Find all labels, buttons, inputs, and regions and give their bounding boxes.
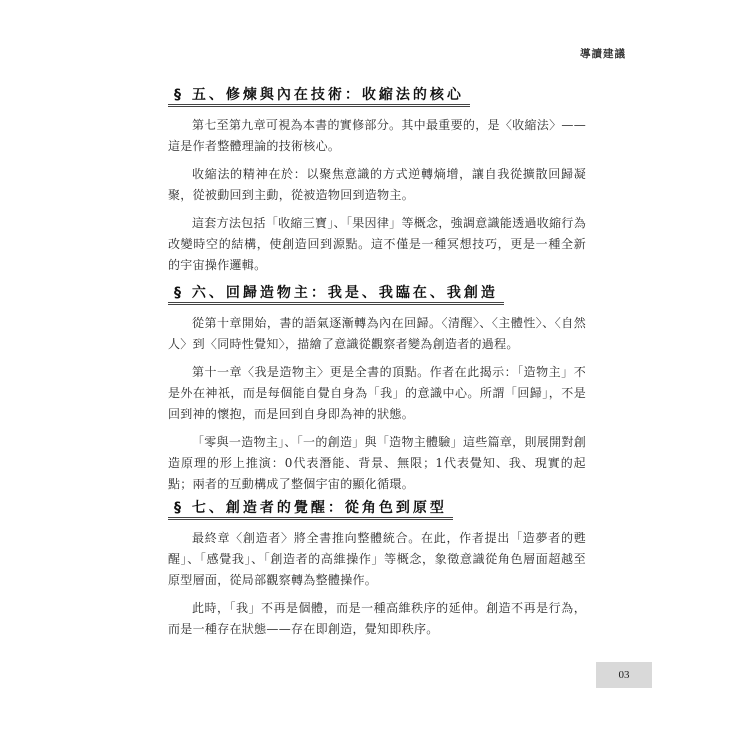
- section-heading: § 六、回歸造物主：我是、我臨在、我創造: [168, 282, 504, 305]
- paragraph: 此時，「我」不再是個體，而是一種高維秩序的延伸。創造不再是行為，而是一種存在狀態——存在即創造，覺知即秩序。: [168, 601, 586, 636]
- section-heading: § 五、修煉與內在技術：收縮法的核心: [168, 84, 470, 107]
- running-head: 導讀建議: [580, 48, 626, 60]
- paragraph: 收縮法的精神在於：以聚焦意識的方式逆轉熵增，讓自我從擴散回歸凝聚，從被動回到主動，從被造物回到造物主。: [168, 167, 586, 202]
- page-number: 03: [596, 662, 652, 688]
- paragraph: 第七至第九章可視為本書的實修部分。其中最重要的，是〈收縮法〉——這是作者整體理論的技術核心。: [168, 118, 586, 153]
- paragraph: 「零與一造物主」、「一的創造」與「造物主體驗」這些篇章，則展開對創造原理的形上推演：0代表潛能、背景、無限；1代表覺知、我、現實的起點；兩者的互動構成了整個宇宙的顯化循環。: [168, 435, 586, 491]
- paragraph: 從第十章開始，書的語氣逐漸轉為內在回歸。〈清醒〉、〈主體性〉、〈自然人〉到〈同時性覺知〉，描繪了意識從觀察者變為創造者的過程。: [168, 316, 586, 351]
- paragraph: 第十一章〈我是造物主〉更是全書的頂點。作者在此揭示：「造物主」不是外在神祇，而是每個能自覺自身為「我」的意識中心。所謂「回歸」，不是回到神的懷抱，而是回到自身即為神的狀態。: [168, 365, 586, 421]
- section-6: [168, 282, 586, 502]
- section-5: [168, 84, 586, 283]
- section-heading: § 七、創造者的覺醒：從角色到原型: [168, 497, 453, 520]
- paragraph: 這套方法包括「收縮三寶」、「果因律」等概念，強調意識能透過收縮行為改變時空的結構，使創造回到源點。這不僅是一種冥想技巧，更是一種全新的宇宙操作邏輯。: [168, 216, 586, 272]
- paragraph: 最終章〈創造者〉將全書推向整體統合。在此，作者提出「造夢者的甦醒」、「感覺我」、「創造者的高維操作」等概念，象徵意識從角色層面超越至原型層面，從局部觀察轉為整體操作。: [168, 531, 586, 587]
- section-7: [168, 497, 586, 647]
